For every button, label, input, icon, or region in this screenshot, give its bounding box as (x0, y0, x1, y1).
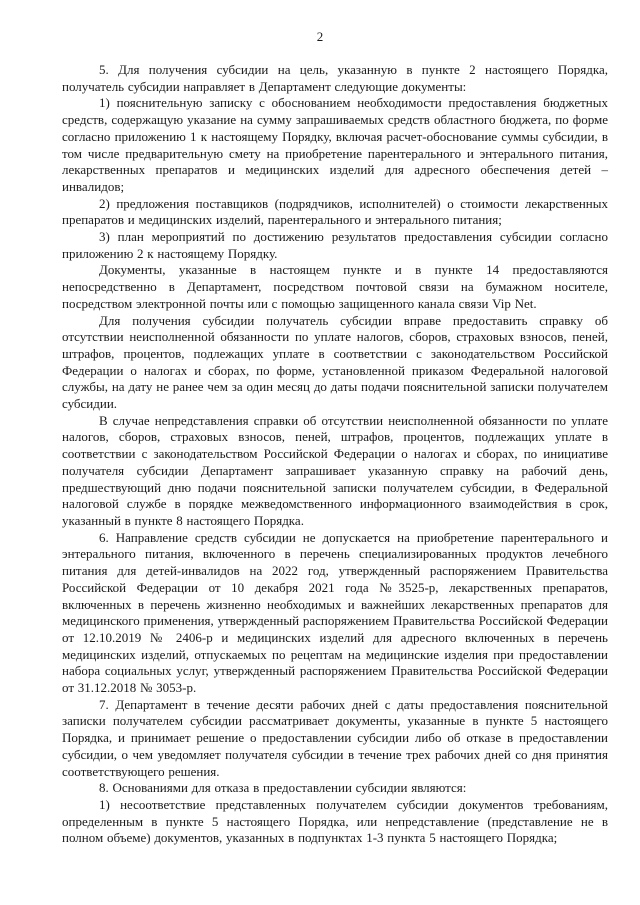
paragraph-documents-submission: Документы, указанные в настоящем пункте и в пункте 14 предоставляются непосредственно в Департамент, посредством почтовой связи на бумажном носителе, посредством электронной почты или с помощью защищенного канала связи Vip Net. (62, 262, 608, 311)
paragraph-7: 7. Департамент в течение десяти рабочих дней с даты предоставления пояснительной записки получателем субсидии рассматривает документы, указанные в пункте 5 настоящего Порядка, и принимает решение о предоставлении субсидии либо об отказе в предоставлении субсидии, о чем уведомляет получателя субсидии в течение трех рабочих дней со дня принятия соответствующего решения. (62, 696, 608, 779)
paragraph-8-intro: 8. Основаниями для отказа в предоставлении субсидии являются: (99, 780, 467, 796)
page-number: 2 (316, 29, 324, 44)
paragraph-8-item-1: 1) несоответствие представленных получателем субсидии документов требованиям, определенным в пункте 5 настоящего Порядка, или непредставление (представление не в полном объеме) документов, указанных в подпунктах 1-3 пункта 5 настоящего Порядка; (62, 796, 608, 846)
paragraph-tax-certificate: Для получения субсидии получатель субсидии вправе предоставить справку об отсутствии неисполненной обязанности по уплате налогов, сборов, страховых взносов, пеней, штрафов, процентов, подлежащих уплате в соответствии с законодательством Российской Федерации о налогах и сборах, по форме, установленной приказом Федеральной налоговой службы, на дату не ранее чем за один месяц до даты подачи пояснительной записки получателем субсидии. (62, 312, 608, 412)
paragraph-5-item-2: 2) предложения поставщиков (подрядчиков, исполнителей) о стоимости лекарственных препаратов и медицинских изделий, парентерального и энтерального питания; (62, 195, 608, 228)
document-body (62, 62, 608, 847)
paragraph-6: 6. Направление средств субсидии не допускается на приобретение парентерального и энтерального питания, включенного в перечень специализированных продуктов лечебного питания для детей-инвалидов на 2022 год, утвержденный распоряжением Правительства Российской Федерации от 10 декабря 2021 года №3525-р, лекарственных препаратов, включенных в перечень жизненно необходимых и важнейших лекарственных препаратов для медицинского применения, утвержденный распоряжением Правительства Российской Федерации от 12.10.2019 № 2406-р и медицинских изделий для адресного включенных в перечень медицинских изделий, отпускаемых по рецептам на медицинские изделия при предоставлении набора социальных услуг, утвержденный распоряжением Правительства Российской Федерации от 31.12.2018 № 3053-р. (62, 529, 608, 696)
paragraph-5-intro: 5. Для получения субсидии на цель, указанную в пункте 2 настоящего Порядка, получатель субсидии направляет в Департамент следующие документы: (62, 62, 608, 94)
paragraph-5-item-3: 3) план мероприятий по достижению результатов предоставления субсидии согласно приложению 2 к настоящему Порядку. (62, 229, 608, 261)
paragraph-5-item-1: 1) пояснительную записку с обоснованием необходимости предоставления бюджетных средств, содержащую указание на сумму запрашиваемых средств областного бюджета, по форме согласно приложению 1 к настоящему Порядку, включая расчет-обоснование суммы субсидии, в том числе предварительную смету на приобретение парентерального и энтерального питания, лекарственных препаратов и медицинских изделий для адресного обеспечения детей – инвалидов; (62, 95, 608, 194)
paragraph-certificate-request: В случае непредставления справки об отсутствии неисполненной обязанности по уплате налогов, сборов, страховых взносов, пеней, штрафов, процентов, подлежащих уплате в соответствии с законодательством Российской Федерации о налогах и сборах, по инициативе получателя субсидии Департамент запрашивает указанную справку на рабочий день, предшествующий дню подачи пояснительной записки получателем субсидии, в Федеральной налоговой службе в порядке межведомственного информационного взаимодействия в срок, указанный в пункте 8 настоящего Порядка. (62, 412, 608, 528)
